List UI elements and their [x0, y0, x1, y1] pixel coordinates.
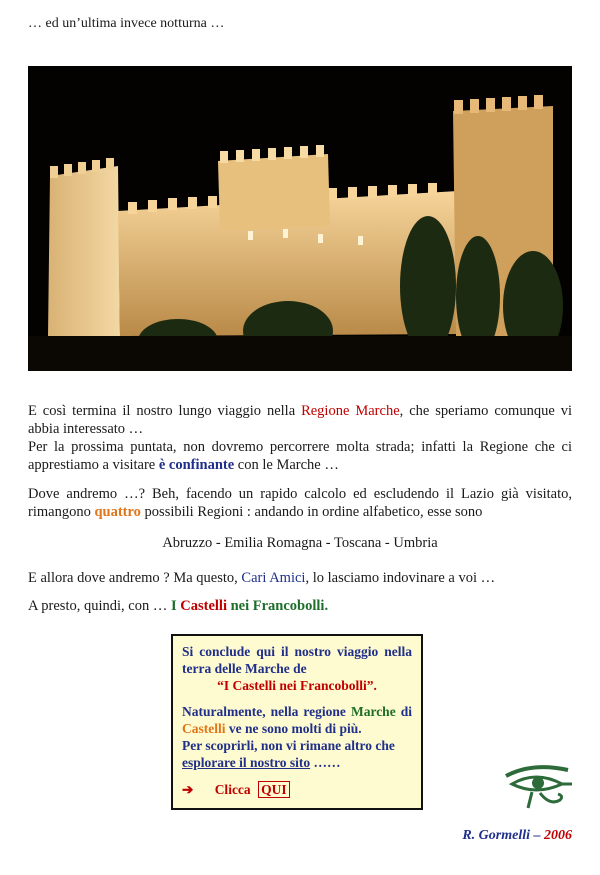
- box-title-quote: [182, 677, 412, 694]
- regione-marche-text: Regione Marche: [301, 403, 400, 419]
- eye-of-horus-icon: [502, 762, 574, 812]
- p4-text-a: A presto, quindi, con …: [28, 598, 171, 614]
- p4-i-text: I: [170, 598, 181, 614]
- paragraph-end-journey: [28, 402, 572, 474]
- clicca-label: Clicca: [214, 782, 251, 797]
- quote-open: “I: [217, 678, 233, 693]
- p1-text-a: E così termina il nostro lungo viaggio nella: [28, 403, 302, 419]
- explore-site-link[interactable]: esplorare il nostro sito: [182, 755, 311, 770]
- p3-text-c: , lo lasciamo indovinare a voi …: [305, 570, 496, 586]
- cari-amici-text: Cari Amici: [241, 570, 306, 586]
- box-castelli: Castelli: [182, 721, 226, 736]
- box-line3-a: Per scoprirli, non vi rimane altro che: [182, 738, 395, 753]
- arrow-right-icon: ➔: [182, 782, 194, 797]
- paragraph-guess: [28, 569, 572, 587]
- p4-period: .: [324, 598, 329, 614]
- author-signature: [462, 828, 572, 844]
- p4-nei-text: nei: [226, 598, 253, 614]
- box-line3-end: ……: [310, 755, 341, 770]
- quote-francobolli: Francobolli: [300, 678, 367, 693]
- quote-mid: nei: [276, 678, 301, 693]
- intro-text: … ed un’ultima invece notturna …: [28, 16, 225, 31]
- castle-illustration: [28, 66, 572, 371]
- box-line2-c: di: [395, 704, 412, 719]
- quote-close: ”.: [366, 678, 377, 693]
- qui-link-button[interactable]: QUI: [258, 781, 290, 798]
- box-line2-e: ve ne sono molti di più.: [225, 721, 362, 736]
- quote-castelli: Castelli: [232, 678, 276, 693]
- regions-list: Abruzzo - Emilia Romagna - Toscana - Umbria: [162, 535, 438, 551]
- paragraph-see-you: [28, 597, 572, 615]
- conclusion-box: [171, 634, 423, 810]
- p4-francobolli-text: Francobolli: [252, 598, 325, 614]
- click-row: [182, 781, 412, 798]
- p2-text-a: Dove andremo …? Beh, facendo un rapido calcolo ed escludendo il Lazio già visitato, rimangono: [28, 486, 572, 520]
- box-line3: [182, 737, 412, 771]
- author-name: R. Gormelli: [462, 828, 530, 843]
- castle-night-photo: [28, 66, 572, 371]
- box-line2-a: Naturalmente, nella regione: [182, 704, 351, 719]
- quattro-text: quattro: [94, 504, 141, 520]
- box-marche: Marche: [350, 704, 396, 719]
- p1-text-f: con le Marche …: [234, 457, 339, 473]
- paragraph-where-next: [28, 485, 572, 521]
- p3-text-a: E allora dove andremo ? Ma questo,: [28, 570, 242, 586]
- author-dash: –: [530, 828, 544, 843]
- p1-text-d: Per la prossima puntata, non dovremo percorrere molta strada; infatti la Regione che ci apprestiamo a visitare: [28, 439, 572, 473]
- box-line1: Si conclude qui il nostro viaggio nella terra delle Marche de: [182, 644, 412, 676]
- confinante-text: è confinante: [158, 457, 235, 473]
- p4-castelli-text: Castelli: [180, 598, 227, 614]
- box-line2: [182, 703, 412, 737]
- p2-text-c: possibili Regioni : andando in ordine alfabetico, esse sono: [140, 504, 483, 520]
- author-year: 2006: [544, 828, 572, 843]
- p1-text-c: , che speriamo comunque vi abbia interessato …: [28, 403, 572, 437]
